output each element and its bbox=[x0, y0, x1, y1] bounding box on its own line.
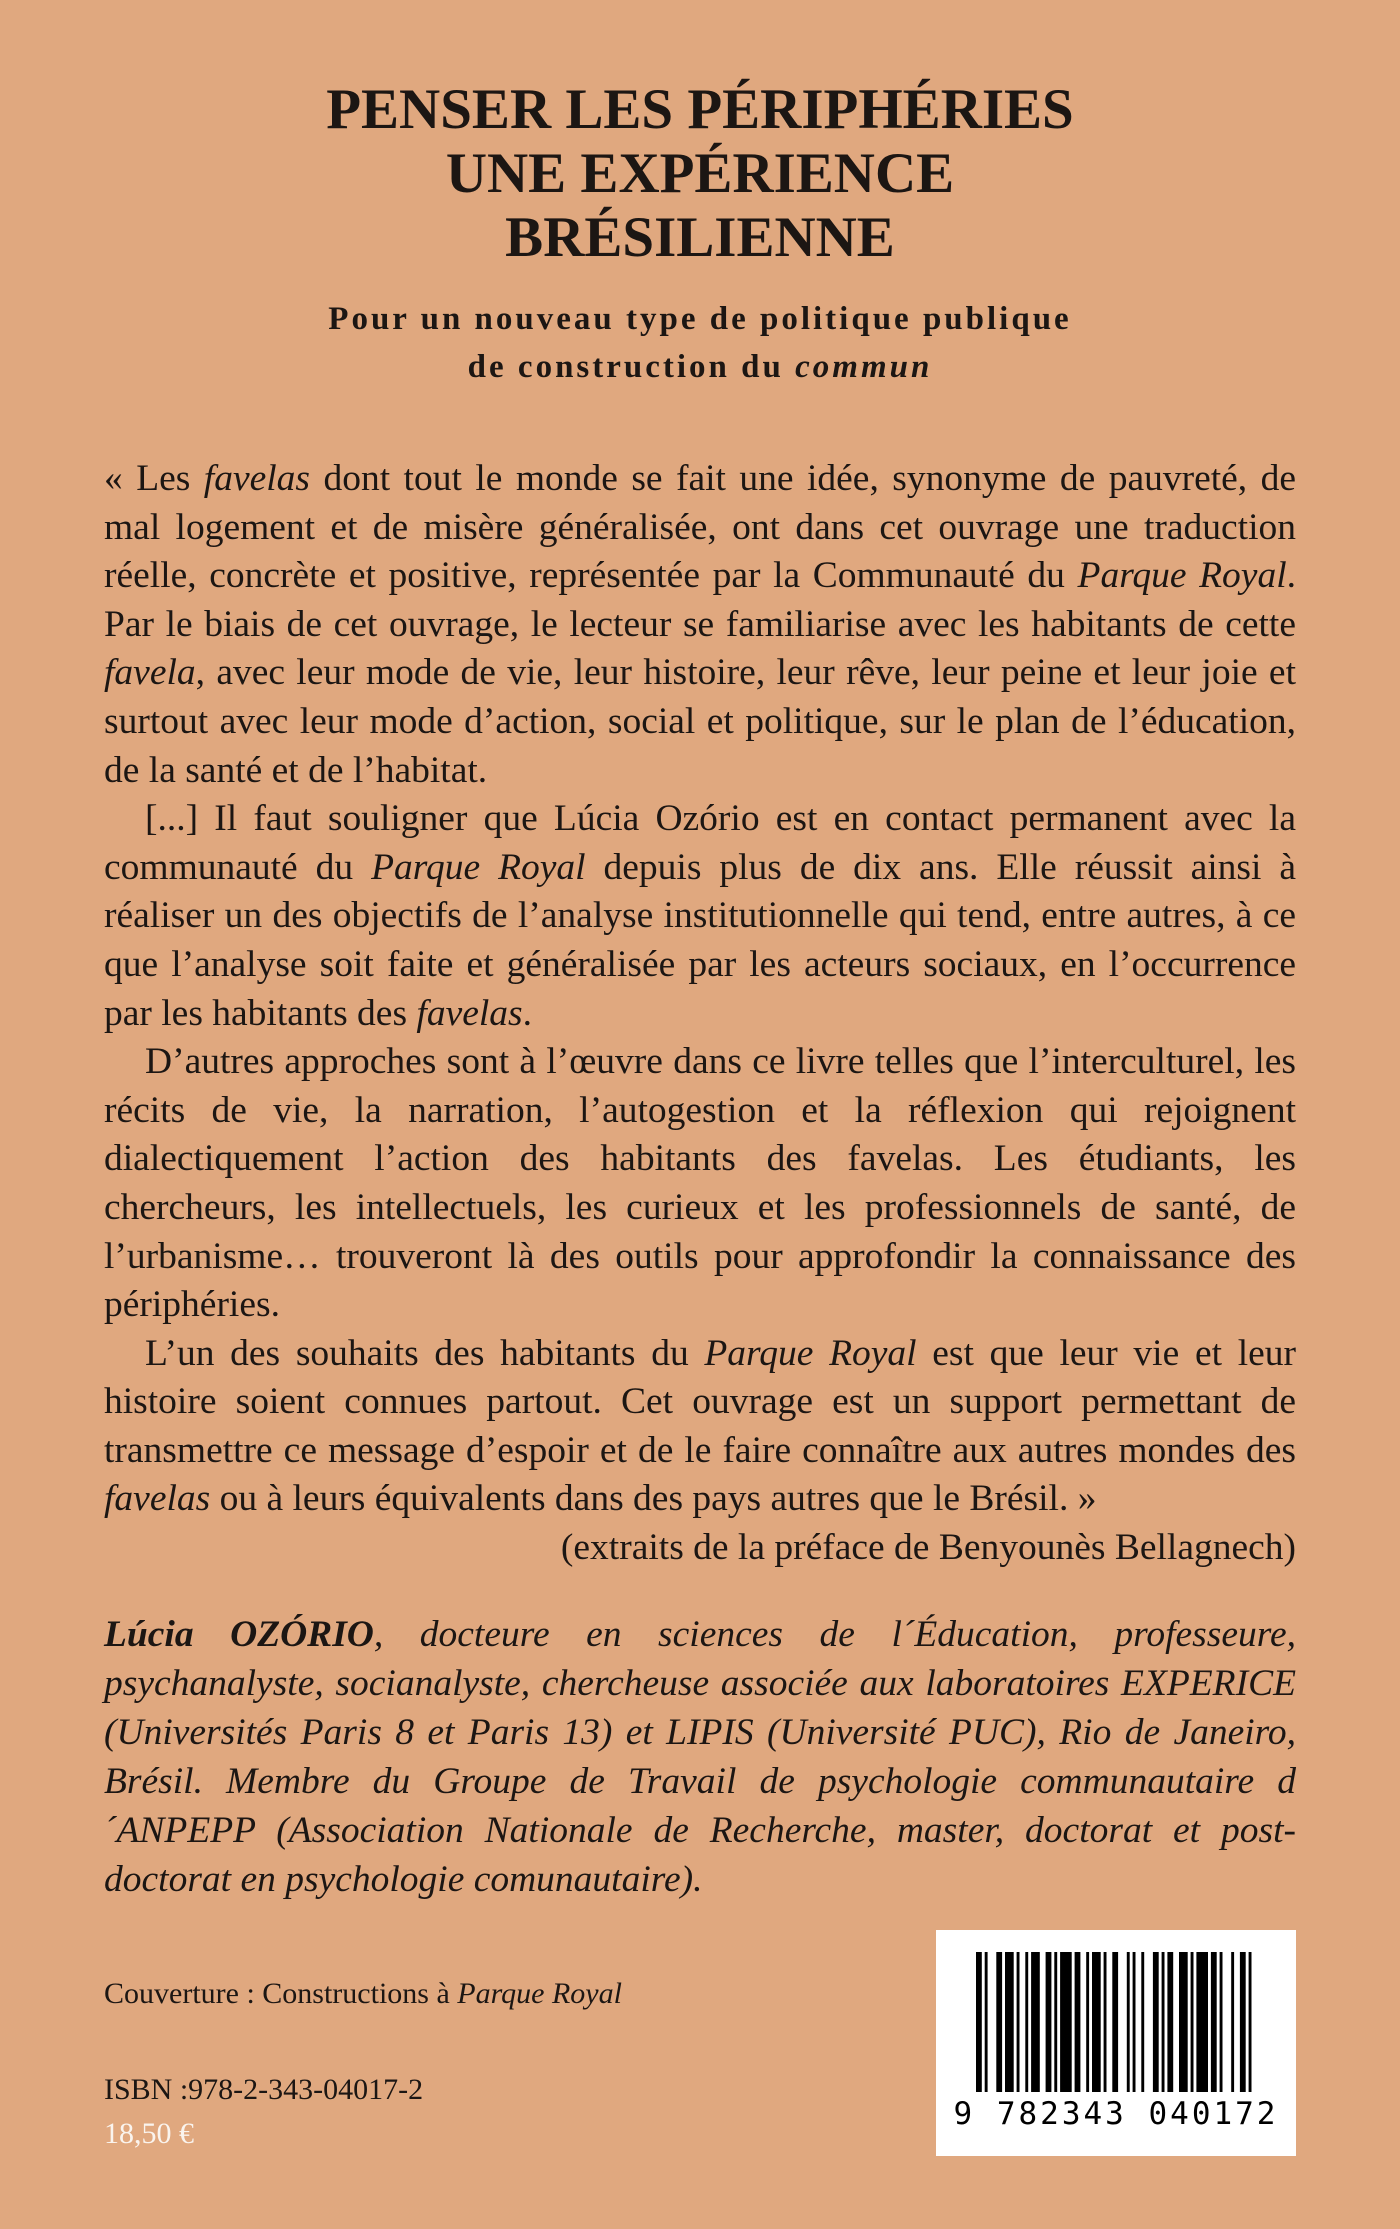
barcode-bar bbox=[1060, 1952, 1072, 2092]
barcode-bar bbox=[1133, 1952, 1136, 2092]
text-run: D’autres approches sont à l’œuvre dans ce livre telles que l’interculturel, les récits de vie, la narration, l’autogestion et la réflexion qui rejoignent dialectiquement l’action des habitants des favelas. Les étudiants, les chercheurs, les intellectuels, les curieux et les professionnels de santé, de l’urbanisme… trouveront là des outils pour approfondir la connaissance des périphéries. bbox=[104, 1041, 1296, 1326]
barcode-bar bbox=[1167, 1952, 1173, 2092]
barcode-bar bbox=[1054, 1952, 1057, 2092]
barcode-bar bbox=[1112, 1952, 1118, 2092]
excerpt-source: (extraits de la préface de Benyounès Bellagnech) bbox=[560, 1527, 1296, 1569]
excerpt-paragraph-1 bbox=[104, 455, 1296, 795]
barcode-bar bbox=[1191, 1952, 1194, 2092]
barcode-bar bbox=[985, 1952, 988, 2092]
barcode-bar bbox=[976, 1952, 982, 2092]
barcode-bar bbox=[1127, 1952, 1130, 2092]
barcode-bar bbox=[1220, 1952, 1223, 2092]
barcode-bar bbox=[1025, 1952, 1028, 2092]
price: 18,50 € bbox=[104, 2117, 194, 2150]
text-run: . bbox=[522, 992, 533, 1034]
barcode-digits: 9 782343 040172 bbox=[953, 2096, 1279, 2132]
title-line-2: UNE EXPÉRIENCE bbox=[445, 142, 955, 205]
author-name: Lúcia OZÓRIO bbox=[104, 1614, 374, 1655]
text-run: [...] Il faut souligner que Lúcia Ozório est en contact permanent avec la communauté du bbox=[104, 798, 1296, 888]
title-line-1: PENSER LES PÉRIPHÉRIES bbox=[326, 78, 1074, 141]
barcode-bar bbox=[1162, 1952, 1165, 2092]
barcode-bar bbox=[1017, 1952, 1020, 2092]
barcode-bar bbox=[1031, 1952, 1040, 2092]
barcode-bar bbox=[1196, 1952, 1208, 2092]
barcode-bar bbox=[1092, 1952, 1101, 2092]
barcode-bar bbox=[1005, 1952, 1014, 2092]
italic-term: favela bbox=[104, 652, 196, 694]
text-run: « Les bbox=[104, 458, 204, 499]
book-subtitle bbox=[0, 295, 1400, 391]
barcode-bar bbox=[1153, 1952, 1159, 2092]
subtitle-line-2 bbox=[0, 343, 1400, 391]
preface-excerpt bbox=[104, 455, 1296, 1573]
excerpt-paragraph-3 bbox=[104, 1038, 1296, 1330]
barcode-bar bbox=[1249, 1952, 1252, 2092]
text-run: est que leur vie et leur histoire soient connues partout. Cet ouvrage est un support permettant de transmettre ce message d’espoir et de le faire connaître aux autres mondes des bbox=[104, 1332, 1296, 1471]
italic-term: favelas bbox=[416, 992, 523, 1034]
barcode-bar bbox=[1231, 1952, 1234, 2092]
barcode-bar bbox=[1141, 1952, 1144, 2092]
author-bio bbox=[104, 1610, 1296, 1904]
excerpt-paragraph-4 bbox=[104, 1330, 1296, 1524]
italic-term: Parque Royal bbox=[1077, 555, 1287, 597]
cover-credit-place: Parque Royal bbox=[457, 1977, 622, 2010]
barcode-bar bbox=[1075, 1952, 1081, 2092]
barcode-bar bbox=[1240, 1952, 1246, 2092]
barcode bbox=[936, 1930, 1296, 2156]
text-run: , avec leur mode de vie, leur histoire, leur rêve, leur peine et leur joie et surtout avec leur mode d’action, social et politique, sur le plan de l’éducation, de la santé et de l’habitat. bbox=[104, 652, 1296, 791]
isbn: ISBN :978-2-343-04017-2 bbox=[104, 2073, 424, 2106]
title-line-3: BRÉSILIENNE bbox=[505, 206, 895, 269]
italic-term: favelas bbox=[104, 1478, 211, 1520]
excerpt-paragraph-2 bbox=[104, 795, 1296, 1038]
barcode-bar bbox=[996, 1952, 1002, 2092]
text-run: L’un des souhaits des habitants du bbox=[145, 1332, 705, 1374]
subtitle-emphasis: commun bbox=[795, 349, 933, 385]
text-run: depuis plus de dix ans. Elle réussit ainsi à réaliser un des objectifs de l’analyse institutionnelle qui tend, entre autres, à ce que l’analyse soit faite et généralisée par les acteurs sociaux, en l’occurrence par les habitants des bbox=[104, 846, 1296, 1034]
barcode-bar bbox=[1179, 1952, 1188, 2092]
barcode-bar bbox=[1211, 1952, 1217, 2092]
text-run: . Par le biais de cet ouvrage, le lecteur se familiarise avec les habitants de cette bbox=[104, 555, 1296, 645]
italic-term: Parque Royal bbox=[704, 1332, 917, 1374]
text-run: dont tout le monde se fait une idée, synonyme de pauvreté, de mal logement et de misère généralisée, ont dans cet ouvrage une traduction réelle, concrète et positive, représentée par la Communauté du bbox=[104, 458, 1296, 597]
italic-term: favelas bbox=[203, 458, 311, 499]
subtitle-line-1: Pour un nouveau type de politique publique bbox=[328, 301, 1072, 337]
barcode-bar bbox=[1046, 1952, 1052, 2092]
barcode-bar bbox=[1104, 1952, 1107, 2092]
book-title bbox=[0, 78, 1400, 270]
barcode-bar bbox=[1086, 1952, 1089, 2092]
text-run: ou à leurs équivalents dans des pays autres que le Brésil. » bbox=[210, 1478, 1097, 1520]
cover-credit bbox=[104, 1976, 622, 2012]
author-bio-text: , docteure en sciences de l´Éducation, professeure, psychanalyste, socianalyste, chercheuse associée aux laboratoires EXPERICE (Universités Paris 8 et Paris 13) et LIPIS (Université PUC), Rio de Janeiro, Brésil. Membre du Groupe de Travail de psychologie communautaire d´ANPEPP (Association Nationale de Recherche, master, doctorat et post-doctorat en psychologie comunautaire). bbox=[104, 1614, 1296, 1900]
italic-term: Parque Royal bbox=[371, 846, 586, 888]
cover-credit-text: Couverture : Constructions à bbox=[104, 1977, 458, 2010]
subtitle-line-2-text: de construction du bbox=[467, 349, 796, 385]
